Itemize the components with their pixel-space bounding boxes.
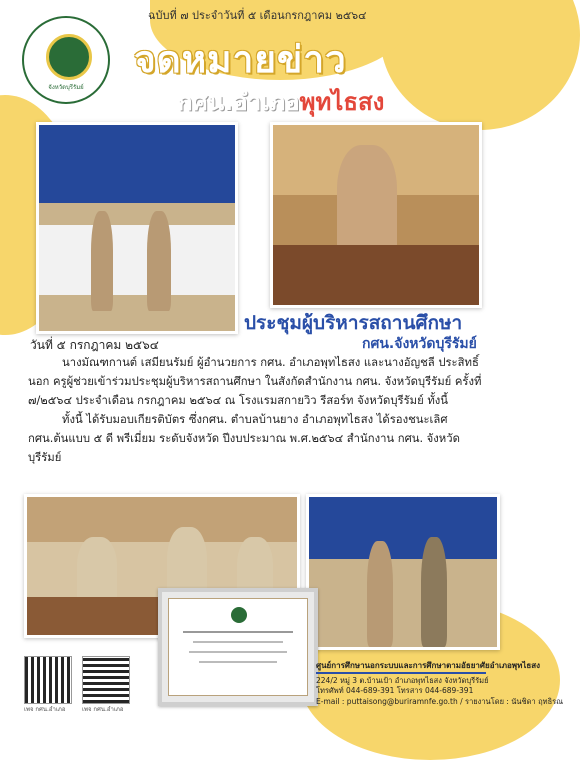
- footer-email: E-mail : puttaisong@buriramnfe.go.th / รายงานโดย : นันชิดา ฤทธิรณ: [316, 696, 564, 706]
- certificate-paper: [168, 598, 308, 696]
- logo-emblem-icon: [46, 34, 92, 80]
- qr-label-2: เพจ กศน.อำเภอ: [82, 706, 124, 713]
- article-paragraph-1: นางมัณฑกานต์ เสมียนรัมย์ ผู้อำนวยการ กศน. อำเภอพุทไธสง และนางอัญชลี ประสิทธิ์นอก ครูผู้ช่วยเข้าร่วมประชุมผู้บริหารสถานศึกษา ในสังกัดสำนักงาน กศน. จังหวัดบุรีรัมย์ ครั้งที่ ๗/๒๕๖๔ ประจำเดือน กรกฎาคม ๒๕๖๔ ณ โรงแรมสกายวิว รีสอร์ท จังหวัดบุรีรัมย์ ทั้งนี้: [28, 356, 482, 407]
- certificate-seal-icon: [231, 607, 247, 623]
- qr-label-1: เพจ กศน.อำเภอ: [24, 706, 66, 713]
- photo-backdrop: [309, 497, 497, 559]
- photo-meeting-speaker: [270, 122, 482, 308]
- photo-wall: [27, 497, 297, 542]
- photo-person: [367, 541, 393, 647]
- article-body: [28, 353, 492, 467]
- newsletter-title: จดหมายข่าว: [134, 38, 347, 81]
- photo-person: [421, 537, 447, 647]
- photo-person: [91, 211, 113, 311]
- footer-phone: โทรศัพท์ 044-689-391 โทรสาร 044-689-391: [316, 686, 474, 695]
- footer-contact: [316, 661, 563, 707]
- decor-blob-top-right: [380, 0, 580, 130]
- subtitle-highlight: พุทไธสง: [299, 88, 385, 116]
- qr-code-1[interactable]: [24, 656, 72, 704]
- article-subheadline: กศน.จังหวัดบุรีรัมย์: [362, 336, 477, 352]
- photo-certificate-handover: [306, 494, 500, 650]
- organization-logo: [22, 16, 110, 104]
- photo-curtain: [39, 225, 235, 295]
- article-headline: ประชุมผู้บริหารสถานศึกษา: [244, 312, 463, 334]
- subtitle-prefix: กศน.อำเภอ: [178, 88, 300, 116]
- certificate-line: [183, 631, 293, 633]
- certificate-line: [199, 661, 277, 663]
- issue-line: ฉบับที่ ๗ ประจำวันที่ ๕ เดือนกรกฎาคม ๒๕๖๔: [148, 9, 367, 22]
- certificate-image: [158, 588, 318, 706]
- photo-desk: [273, 245, 479, 305]
- logo-caption: จังหวัดบุรีรัมย์: [48, 84, 84, 91]
- qr-code-2[interactable]: [82, 656, 130, 704]
- photo-person: [337, 145, 397, 255]
- photo-award-ceremony: [36, 122, 238, 334]
- article-date: วันที่ ๕ กรกฎาคม ๒๕๖๔: [30, 338, 159, 352]
- footer-divider: [316, 672, 486, 674]
- photo-person: [147, 211, 171, 311]
- article-paragraph-2: ทั้งนี้ ได้รับมอบเกียรติบัตร ซึ่งกศน. ตำบลบ้านยาง อำเภอพุทไธสง ได้รองชนะเลิศ กศน.ต้นแบบ ๕ ดี พรีเมี่ยม ระดับจังหวัด ปีงบประมาณ พ.ศ.๒๕๖๔ สำนักงาน กศน. จังหวัดบุรีรัมย์: [28, 413, 460, 464]
- certificate-line: [189, 651, 287, 653]
- newsletter-subtitle: [178, 82, 384, 121]
- footer-address: 224/2 หมู่ 3 ต.บ้านเป้า อำเภอพุทไธสง จังหวัดบุรีรัมย์: [316, 675, 489, 685]
- footer-org-name: ศูนย์การศึกษานอกระบบและการศึกษาตามอัธยาศัยอำเภอพุทไธสง: [316, 661, 541, 670]
- certificate-line: [193, 641, 283, 643]
- photo-backdrop: [39, 125, 235, 203]
